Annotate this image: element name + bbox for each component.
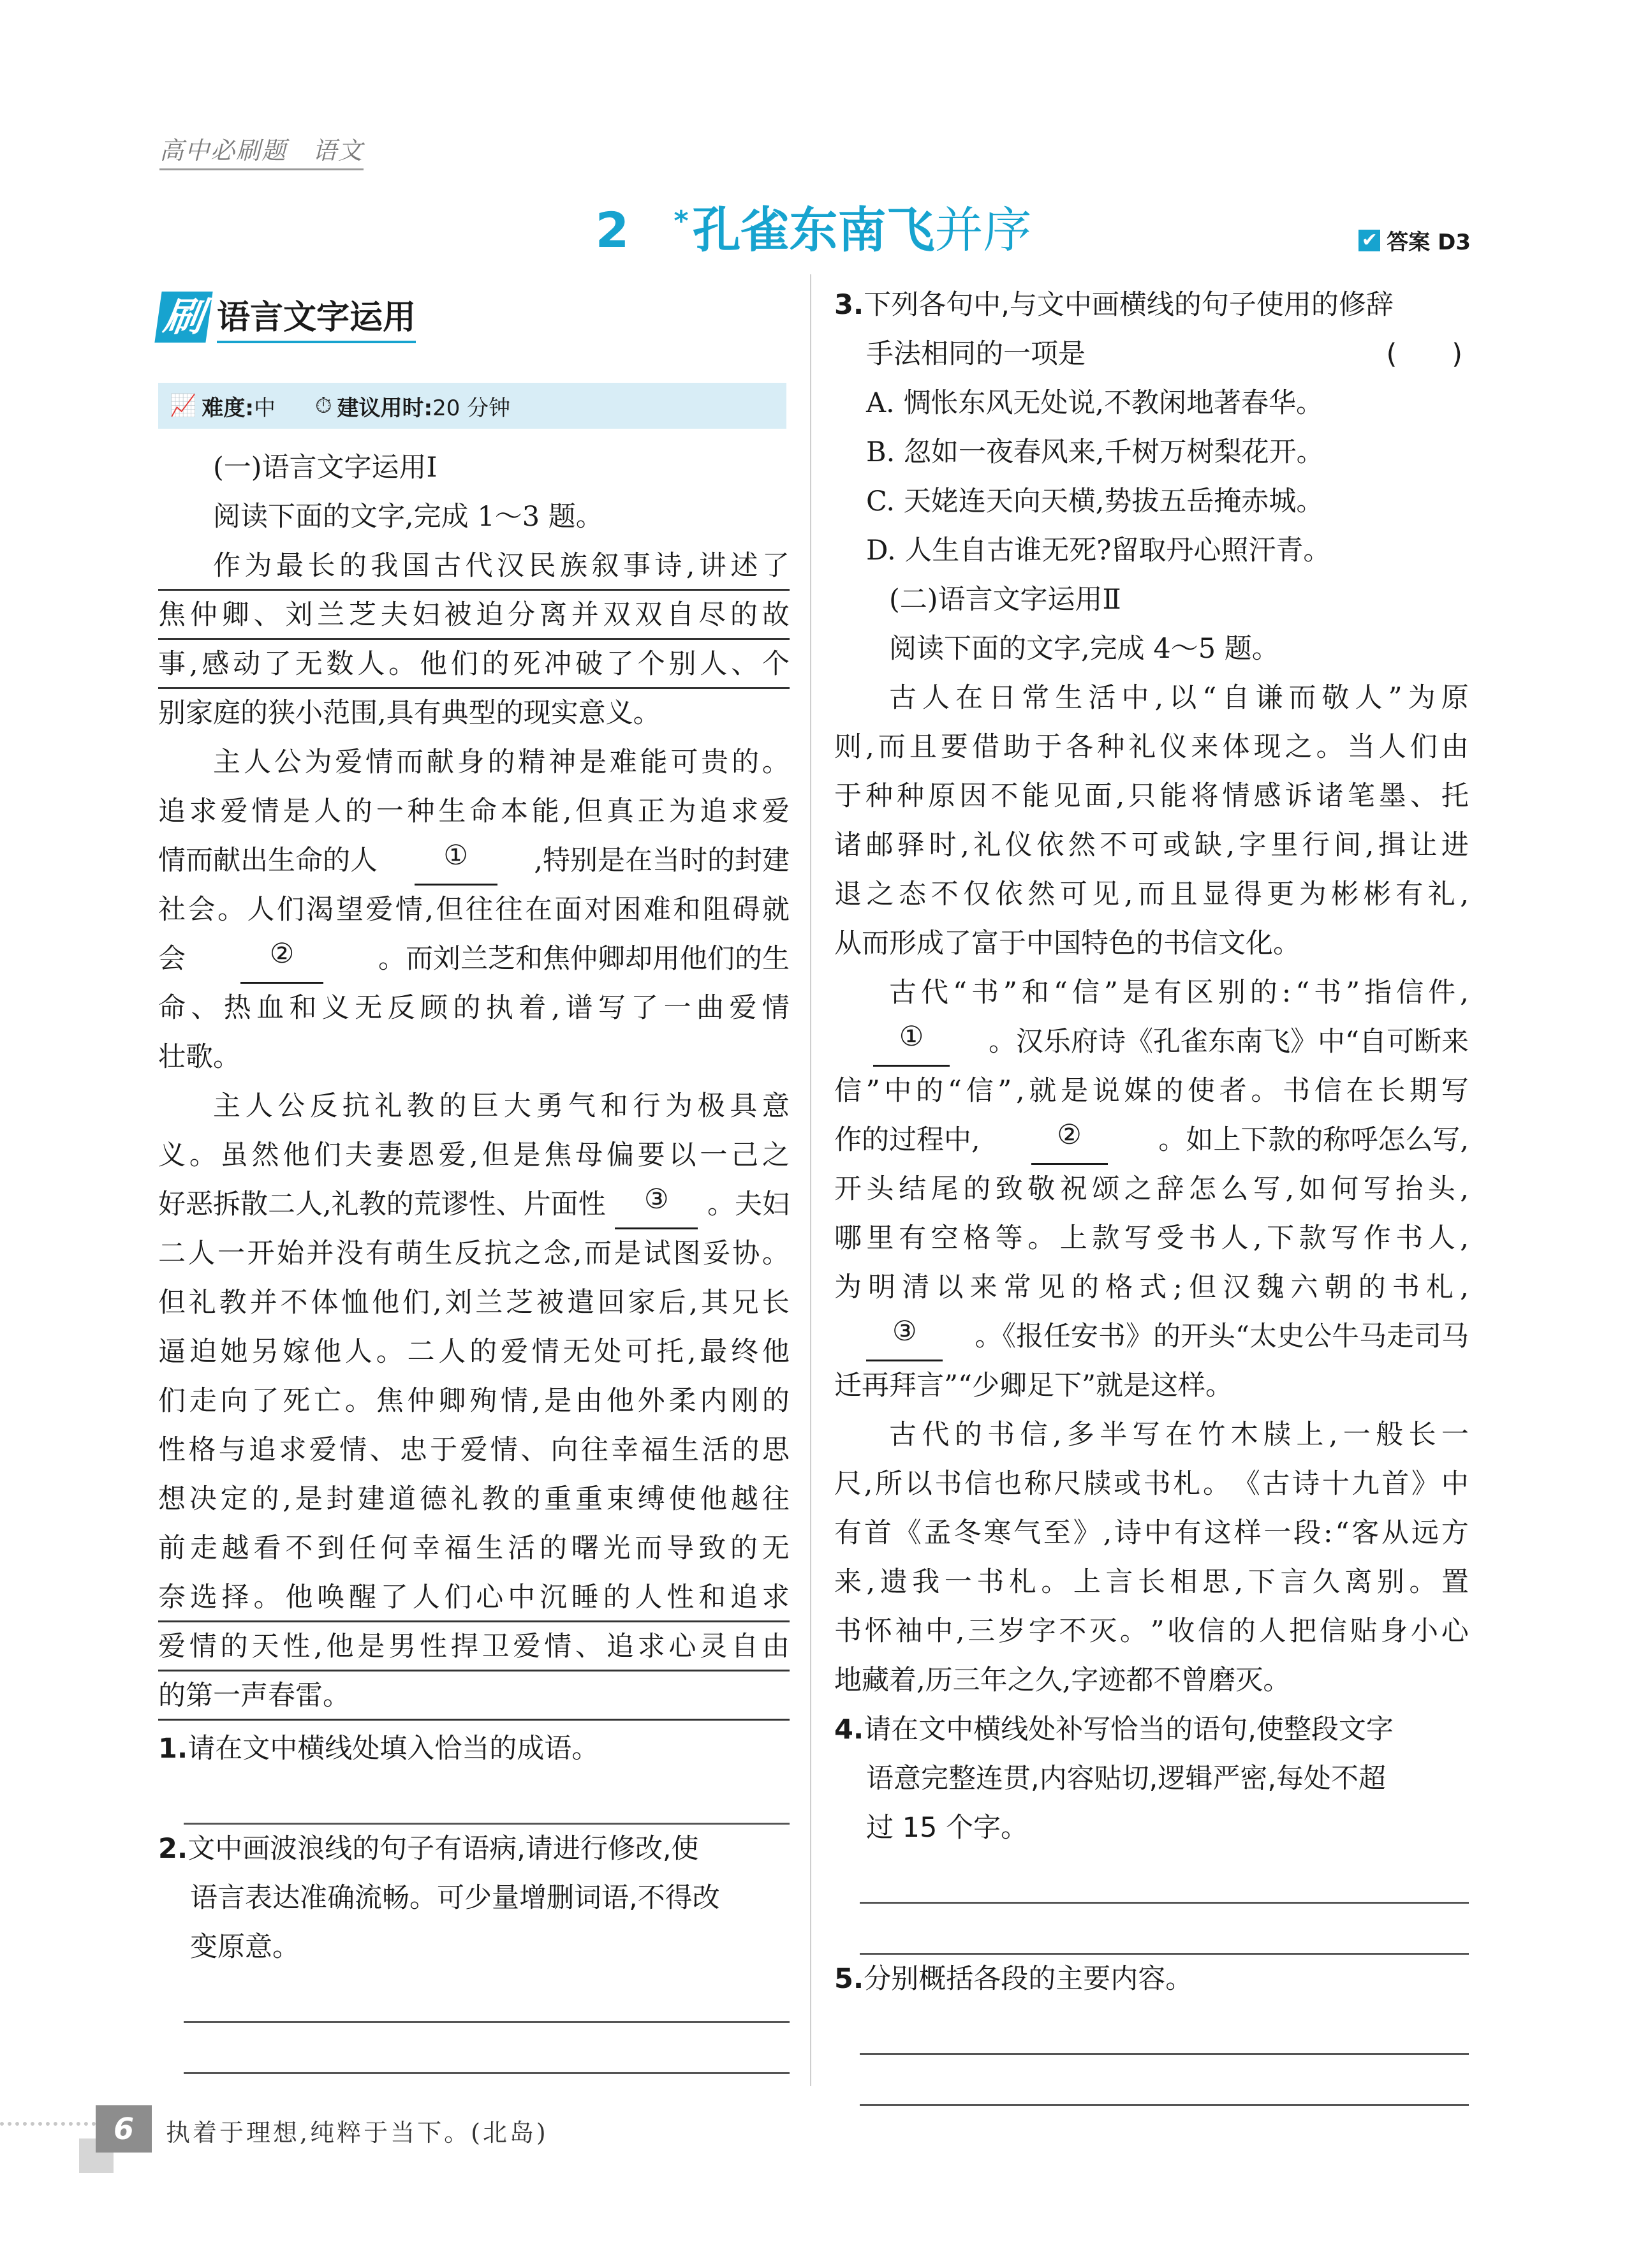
- passage1-para3-line: 想 决 定 的 , 是 封 建 道 德 礼 教 的 重 重 束 缚 使 他 越 往: [158, 1483, 790, 1515]
- passage2-para3-line: 有 首 《 孟 冬 寒 气 至 》 , 诗 中 有 这 样 一 段 : “ 客 从 远 方: [834, 1517, 1469, 1549]
- line-text: 。《报任安书》的开头“太史公牛马走司马: [975, 1321, 1469, 1353]
- question-text: 语意完整连贯,内容贴切,逻辑严密,每处不超: [866, 1763, 1387, 1795]
- passage1-para3-line: 但 礼 教 并 不 体 恤 他 们 , 刘 兰 芝 被 遣 回 家 后 , 其 兄 长: [158, 1287, 790, 1319]
- question-line: [834, 1754, 1469, 1804]
- option-text: A. 惆怅东风无处说,不教闲地著春华。: [866, 387, 1324, 419]
- fill-blank-②: ②: [1031, 1116, 1108, 1165]
- question-text: 语言表达准确流畅。可少量增删词语,不得改: [190, 1882, 720, 1914]
- question-text: 请在文中横线处填入恰当的成语。: [188, 1733, 600, 1765]
- passage1-para3-line: 主 人 公 反 抗 礼 教 的 巨 大 勇 气 和 行 为 极 具 意: [213, 1090, 790, 1122]
- passage1-para3-line: 爱 情 的 天 性 , 他 是 男 性 捍 卫 爱 情 、 追 求 心 灵 自 由: [158, 1622, 790, 1671]
- question-line: [834, 330, 1469, 379]
- fill-blank-③: ③: [615, 1180, 698, 1229]
- footer-motto: 执着于理想,纯粹于当下。(北岛): [166, 2119, 548, 2147]
- answer-line[interactable]: [184, 1774, 790, 1825]
- passage2-para3-line: [834, 1656, 1469, 1705]
- part2-instruction: [834, 625, 1469, 674]
- passage1-para2-line: 命 、 热 血 和 义 无 反 顾 的 执 着 , 谱 写 了 一 曲 爱 情: [158, 992, 790, 1024]
- part2-heading: [834, 575, 1469, 625]
- option-B[interactable]: [834, 428, 1469, 477]
- time-label: 建议用时:: [337, 395, 433, 421]
- fill-blank-①: ①: [415, 836, 497, 886]
- line-text: 会: [158, 943, 186, 975]
- passage1-para2-line: 社 会 。 人 们 渴 望 爱 情 , 但 往 往 在 面 对 困 难 和 阻 碍 就: [158, 894, 790, 926]
- passage1-para2-line: [158, 836, 790, 886]
- passage1-para2-line: 主 人 公 为 爱 情 而 献 身 的 精 神 是 难 能 可 贵 的 。: [213, 746, 790, 778]
- title-suffix: 并序: [934, 202, 1032, 258]
- passage1-para2-line: [158, 1033, 790, 1082]
- answer-label: 答案 D3: [1387, 230, 1471, 255]
- answer-line[interactable]: [860, 2004, 1469, 2055]
- question-line: [834, 281, 1469, 330]
- passage2-para2-line: 为 明 清 以 来 常 见 的 格 式 ; 但 汉 魏 六 朝 的 书 札 ,: [834, 1271, 1469, 1303]
- line-text: 别家庭的狭小范围,具有典型的现实意义。: [158, 697, 661, 729]
- passage2-para1-line: 则 , 而 且 要 借 助 于 各 种 礼 仪 来 体 现 之 。 当 人 们 由: [834, 731, 1469, 763]
- passage1-para3-line: [158, 1671, 790, 1721]
- passage2-para2-line: 信 ” 中 的 “ 信 ” , 就 是 说 媒 的 使 者 。 书 信 在 长 期 写: [834, 1075, 1469, 1107]
- time-value: 20 分钟: [432, 395, 511, 421]
- passage1-para1-line: 作 为 最 长 的 我 国 古 代 汉 民 族 叙 事 诗 , 讲 述 了: [158, 542, 790, 591]
- title-main: 孔雀东南飞: [692, 202, 935, 258]
- difficulty-value: 中: [253, 395, 276, 421]
- option-text: D. 人生自古谁无死?留取丹心照汗青。: [866, 535, 1331, 567]
- fill-blank-②: ②: [240, 935, 323, 984]
- page-footer: [0, 2099, 1627, 2175]
- question-number: 2.: [158, 1833, 188, 1865]
- question-line: [158, 1724, 790, 1774]
- title-star: *: [674, 204, 689, 237]
- difficulty-label: 难度:: [202, 395, 254, 421]
- line-text: 阅读下面的文字,完成 4～5 题。: [889, 633, 1279, 665]
- option-text: C. 天姥连天向天横,势拔五岳掩赤城。: [866, 485, 1324, 517]
- passage2-para2-line: [834, 1312, 1469, 1361]
- right-column: [834, 281, 1469, 2106]
- answer-line[interactable]: [860, 1853, 1469, 1904]
- answer-line[interactable]: [860, 1904, 1469, 1955]
- question-number: 5.: [834, 1963, 864, 1995]
- passage2-para2-line: 古 代 “ 书 ” 和 “ 信 ” 是 有 区 别 的 : “ 书 ” 指 信 件 ,: [889, 977, 1469, 1009]
- passage1-para1-line: 事 , 感 动 了 无 数 人 。 他 们 的 死 冲 破 了 个 别 人 、 个: [158, 640, 790, 689]
- line-text: (一)语言文字运用Ⅰ: [213, 452, 438, 484]
- question-line: [158, 1874, 790, 1923]
- chart-icon: 📈: [170, 393, 197, 419]
- question-number: 3.: [834, 289, 864, 321]
- passage2-para3-line: 书 怀 袖 中 , 三 岁 字 不 灭 。 ” 收 信 的 人 把 信 贴 身 小 心: [834, 1615, 1469, 1647]
- brush-badge-icon: 刷: [154, 292, 212, 343]
- passage2-para1-line: 古 人 在 日 常 生 活 中 , 以 “ 自 谦 而 敬 人 ” 为 原: [889, 682, 1469, 714]
- line-text: 作的过程中,: [834, 1124, 980, 1156]
- line-text: 。夫妇: [707, 1189, 790, 1220]
- fill-blank-③: ③: [866, 1312, 943, 1361]
- answer-reference: [1358, 225, 1471, 256]
- line-text: 。汉乐府诗《孔雀东南飞》中“自可断来: [989, 1026, 1469, 1058]
- passage2-para1-line: 退 之 态 不 仅 依 然 可 见 , 而 且 显 得 更 为 彬 彬 有 礼 ,: [834, 878, 1469, 910]
- line-text: (二)语言文字运用Ⅱ: [889, 584, 1121, 616]
- question-text: 手法相同的一项是: [866, 338, 1086, 370]
- line-text: 的第一声春雷。: [158, 1680, 350, 1712]
- passage1-para3-line: 奈 选 择 。 他 唤 醒 了 人 们 心 中 沉 睡 的 人 性 和 追 求: [158, 1573, 790, 1622]
- question-number: 1.: [158, 1733, 188, 1765]
- passage2-para2-line: [834, 1116, 1469, 1165]
- question-number: 4.: [834, 1714, 864, 1745]
- line-text: 好恶拆散二人,礼教的荒谬性、片面性: [158, 1189, 606, 1220]
- question-line: [158, 1923, 790, 1972]
- line-text: 。如上下款的称呼怎么写,: [1158, 1124, 1469, 1156]
- passage1-para3-line: [158, 1180, 790, 1229]
- question-text: 分别概括各段的主要内容。: [864, 1963, 1193, 1995]
- section-title: 语言文字运用: [217, 290, 416, 343]
- question-line: [158, 1825, 790, 1874]
- line-text: 情而献出生命的人: [158, 845, 378, 877]
- passage1-para1-line: 焦 仲 卿 、 刘 兰 芝 夫 妇 被 迫 分 离 并 双 双 自 尽 的 故: [158, 591, 790, 640]
- answer-paren[interactable]: ( ): [1386, 338, 1462, 370]
- question-text: 过 15 个字。: [866, 1812, 1029, 1844]
- passage2-para2-line: [834, 1018, 1469, 1067]
- answer-line[interactable]: [184, 2023, 790, 2074]
- option-A[interactable]: [834, 379, 1469, 428]
- passage2-para2-line: 开 头 结 尾 的 致 敬 祝 颂 之 辞 怎 么 写 , 如 何 写 抬 头 ,: [834, 1173, 1469, 1205]
- passage1-para2-line: [158, 935, 790, 984]
- line-text: 地藏着,历三年之久,字迹都不曾磨灭。: [834, 1664, 1291, 1696]
- passage2-para1-line: 诸 邮 驿 时 , 礼 仪 依 然 不 可 或 缺 , 字 里 行 间 , 揖 让 进: [834, 829, 1469, 861]
- question-text: 请在文中横线处补写恰当的语句,使整段文字: [864, 1714, 1394, 1745]
- question-text: 变原意。: [190, 1931, 300, 1963]
- passage1-para3-line: 义 。 虽 然 他 们 夫 妻 恩 爱 , 但 是 焦 母 偏 要 以 一 己 之: [158, 1139, 790, 1171]
- passage1-para1-line: [158, 689, 790, 738]
- passage1-para3-line: 前 走 越 看 不 到 任 何 幸 福 生 活 的 曙 光 而 导 致 的 无: [158, 1532, 790, 1564]
- line-text: ,特别是在当时的封建: [534, 845, 790, 877]
- option-text: B. 忽如一夜春风来,千树万树梨花开。: [866, 436, 1324, 468]
- passage2-para1-line: 于 种 种 原 因 不 能 见 面 , 只 能 将 情 感 诉 诸 笔 墨 、 托: [834, 780, 1469, 812]
- question-text: 下列各句中,与文中画横线的句子使用的修辞: [864, 289, 1394, 321]
- passage2-para1-line: [834, 919, 1469, 968]
- left-column: [158, 443, 790, 2074]
- passage1-para3-line: 们 走 向 了 死 亡 。 焦 仲 卿 殉 情 , 是 由 他 外 柔 内 刚 的: [158, 1385, 790, 1417]
- line-text: 从而形成了富于中国特色的书信文化。: [834, 928, 1300, 960]
- line-text: 壮歌。: [158, 1041, 240, 1073]
- passage1-para3-line: 逼 迫 她 另 嫁 他 人 。 二 人 的 爱 情 无 处 可 托 , 最 终 他: [158, 1336, 790, 1368]
- footer-dots: [0, 2122, 96, 2126]
- answer-line[interactable]: [860, 2055, 1469, 2106]
- passage2-para3-line: 来 , 遗 我 一 书 札 。 上 言 长 相 思 , 下 言 久 离 别 。 置: [834, 1566, 1469, 1598]
- line-text: 阅读下面的文字,完成 1～3 题。: [213, 501, 603, 533]
- passage1-para3-line: 二 人 一 开 始 并 没 有 萌 生 反 抗 之 念 , 而 是 试 图 妥 协 。: [158, 1238, 790, 1270]
- passage1-para2-line: 追 求 爱 情 是 人 的 一 种 生 命 本 能 , 但 真 正 为 追 求 爱: [158, 796, 790, 827]
- question-line: [834, 1955, 1469, 2004]
- meta-bar: [158, 383, 786, 429]
- line-text: 。而刘兰芝和焦仲卿却用他们的生: [378, 943, 790, 975]
- section-header: [158, 290, 416, 343]
- fill-blank-①: ①: [873, 1018, 950, 1067]
- part1-instruction: [158, 493, 790, 542]
- column-divider: [810, 274, 811, 2086]
- answer-line[interactable]: [184, 1972, 790, 2023]
- passage2-para2-line: 哪 里 有 空 格 等 。 上 款 写 受 书 人 , 下 款 写 作 书 人 ,: [834, 1222, 1469, 1254]
- timer-icon: ⏱: [314, 393, 332, 419]
- lesson-number: 2: [595, 202, 629, 258]
- passage2-para3-line: 古 代 的 书 信 , 多 半 写 在 竹 木 牍 上 , 一 般 长 一: [889, 1419, 1469, 1451]
- question-line: [834, 1705, 1469, 1754]
- option-D[interactable]: [834, 526, 1469, 575]
- passage1-para3-line: 性 格 与 追 求 爱 情 、 忠 于 爱 情 、 向 往 幸 福 生 活 的 思: [158, 1434, 790, 1466]
- passage2-para3-line: 尺 , 所 以 书 信 也 称 尺 牍 或 书 札 。 《 古 诗 十 九 首 》 中: [834, 1468, 1469, 1500]
- passage2-para2-line: [834, 1361, 1469, 1411]
- line-text: 迁再拜言”“少卿足下”就是这样。: [834, 1370, 1233, 1402]
- option-C[interactable]: [834, 477, 1469, 526]
- running-head: 高中必刷题 语文: [159, 131, 364, 170]
- question-line: [834, 1804, 1469, 1853]
- checkmark-icon: ✔: [1358, 230, 1380, 251]
- part1-heading: [158, 443, 790, 493]
- question-text: 文中画波浪线的句子有语病,请进行修改,使: [188, 1833, 699, 1865]
- page-number: 6: [96, 2105, 152, 2153]
